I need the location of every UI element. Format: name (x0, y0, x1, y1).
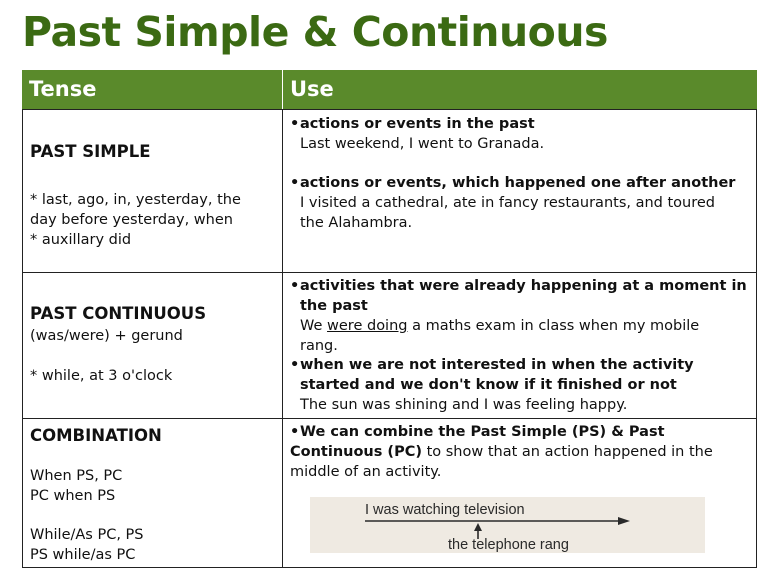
use-example: rang. (300, 338, 338, 354)
use-point: • actions or events in the past (290, 114, 750, 134)
past-simple-tense-cell (22, 109, 283, 273)
timeline-illustration (310, 497, 705, 553)
combination-tense-cell (22, 418, 283, 568)
use-example: The sun was shining and I was feeling happy. (300, 397, 628, 413)
header-divider (282, 70, 283, 109)
use-point-bold: Continuous (PC) (290, 444, 422, 460)
header-use: Use (283, 70, 757, 109)
use-point-continuation: the past (300, 298, 368, 314)
use-point: • activities that were already happening at a moment in (290, 276, 750, 296)
past-continuous-form: (was/were) + gerund (30, 328, 183, 344)
use-example (290, 316, 750, 336)
past-continuous-note-line: * while, at 3 o'clock (30, 368, 173, 384)
page-title: Past Simple & Continuous (22, 8, 608, 56)
combination-pattern: PS while/as PC (30, 547, 136, 563)
use-point: • when we are not interested in when the activity (290, 355, 750, 375)
combination-pattern: While/As PC, PS (30, 527, 144, 543)
past-simple-note-line: day before yesterday, when (30, 212, 233, 228)
use-point-text: to show that an action happened in the (421, 444, 713, 460)
past-simple-note-line: * auxillary did (30, 232, 132, 248)
timeline-bottom-label: the telephone rang (448, 537, 569, 553)
past-continuous-term: PAST CONTINUOUS (30, 304, 207, 323)
past-simple-use-cell (282, 109, 757, 273)
example-text: a maths exam in class when my mobile (407, 318, 700, 334)
event-arrowhead (474, 523, 482, 531)
timeline-arrowhead (618, 517, 630, 525)
use-example: I visited a cathedral, ate in fancy restaurants, and toured (300, 195, 715, 211)
past-simple-term: PAST SIMPLE (30, 142, 151, 161)
use-point-continuation (290, 442, 750, 462)
timeline-top-label: I was watching television (365, 502, 525, 518)
use-point-continuation: middle of an activity. (290, 464, 442, 480)
past-continuous-tense-cell (22, 272, 283, 419)
header-tense: Tense (22, 70, 282, 109)
combination-term: COMBINATION (30, 426, 162, 445)
past-simple-note-line: * last, ago, in, yesterday, the (30, 192, 241, 208)
combination-use-cell (282, 418, 757, 568)
use-example: Last weekend, I went to Granada. (300, 136, 545, 152)
past-continuous-use-cell (282, 272, 757, 419)
combination-pattern: When PS, PC (30, 468, 123, 484)
example-underlined-verb: were doing (327, 318, 408, 334)
tense-table (22, 70, 757, 568)
use-point: • actions or events, which happened one after another (290, 173, 750, 193)
use-point: • We can combine the Past Simple (PS) & Past (290, 422, 750, 442)
example-text: We (300, 318, 328, 334)
use-example: the Alahambra. (300, 215, 413, 231)
timeline-diagram (310, 497, 705, 553)
combination-pattern: PC when PS (30, 488, 116, 504)
use-point-continuation: started and we don't know if it finished or not (300, 377, 677, 393)
